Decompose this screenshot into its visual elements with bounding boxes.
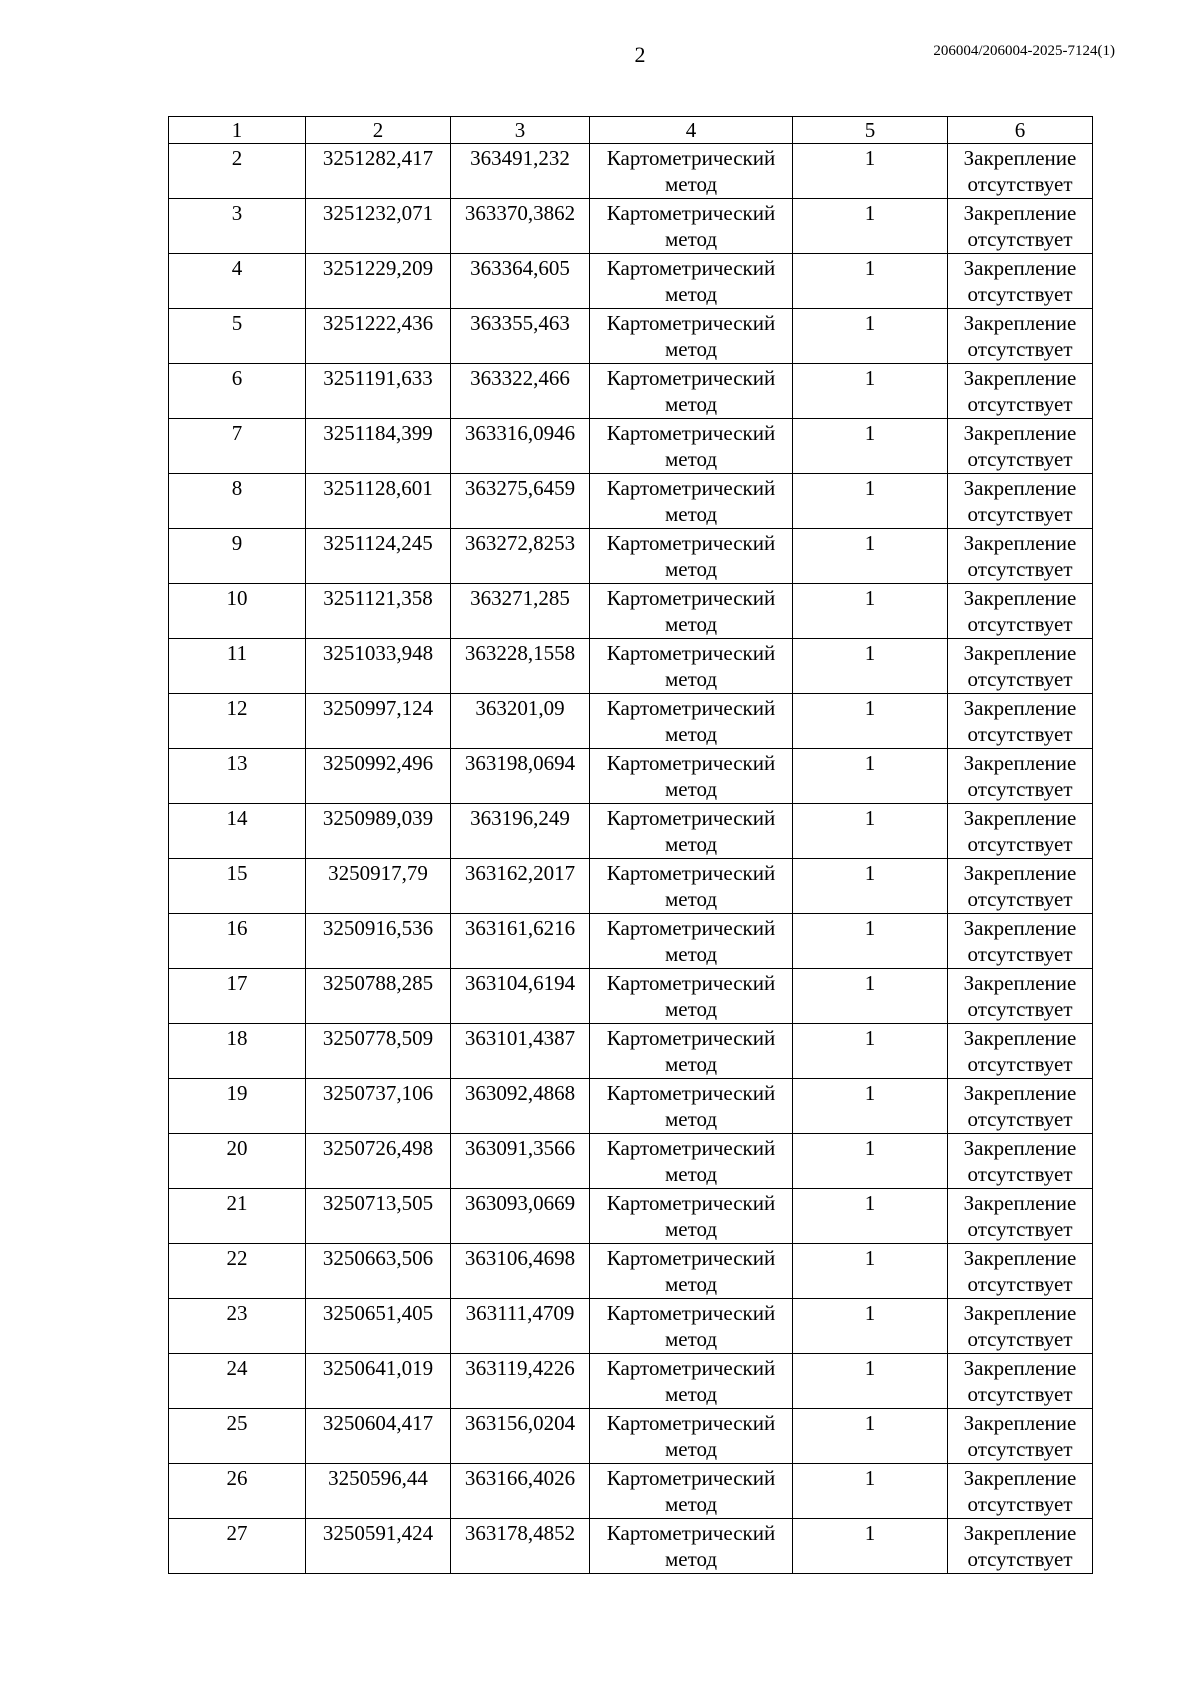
y-coordinate-cell: 363162,2017: [451, 859, 590, 914]
fixation-line-1: Закрепление: [963, 1246, 1077, 1270]
fixation-line-2: отсутствует: [967, 722, 1073, 746]
x-coordinate-cell: 3250663,506: [306, 1244, 451, 1299]
y-coordinate-cell: 363355,463: [451, 309, 590, 364]
fixation-cell: [948, 364, 1093, 419]
method-line-1: Картометрический: [606, 1081, 776, 1105]
table-row: [169, 694, 1093, 749]
method-line-1: Картометрический: [606, 1301, 776, 1325]
table-row: [169, 804, 1093, 859]
point-number-cell: 27: [169, 1519, 306, 1574]
table-row: [169, 1134, 1093, 1189]
y-coordinate-cell: 363322,466: [451, 364, 590, 419]
method-line-2: метод: [664, 227, 718, 251]
method-line-1: Картометрический: [606, 641, 776, 665]
point-number-cell: 18: [169, 1024, 306, 1079]
method-line-1: Картометрический: [606, 256, 776, 280]
accuracy-cell: 1: [793, 1134, 948, 1189]
fixation-line-1: Закрепление: [963, 366, 1077, 390]
method-cell: [590, 639, 793, 694]
method-cell: [590, 859, 793, 914]
fixation-cell: [948, 804, 1093, 859]
fixation-line-2: отсутствует: [967, 227, 1073, 251]
x-coordinate-cell: 3250997,124: [306, 694, 451, 749]
fixation-cell: [948, 144, 1093, 199]
point-number-cell: 5: [169, 309, 306, 364]
table-row: [169, 1299, 1093, 1354]
x-coordinate-cell: 3251033,948: [306, 639, 451, 694]
x-coordinate-cell: 3250591,424: [306, 1519, 451, 1574]
y-coordinate-cell: 363178,4852: [451, 1519, 590, 1574]
method-line-2: метод: [664, 997, 718, 1021]
table-row: [169, 1354, 1093, 1409]
y-coordinate-cell: 363106,4698: [451, 1244, 590, 1299]
method-line-2: метод: [664, 1052, 718, 1076]
fixation-cell: [948, 1409, 1093, 1464]
fixation-line-2: отсутствует: [967, 997, 1073, 1021]
table-row: [169, 1079, 1093, 1134]
fixation-cell: [948, 969, 1093, 1024]
fixation-line-1: Закрепление: [963, 421, 1077, 445]
point-number-cell: 4: [169, 254, 306, 309]
fixation-line-1: Закрепление: [963, 751, 1077, 775]
page-number: 2: [634, 42, 646, 67]
method-cell: [590, 1519, 793, 1574]
x-coordinate-cell: 3250651,405: [306, 1299, 451, 1354]
document-id: 206004/206004-2025-7124(1): [933, 43, 1115, 59]
method-cell: [590, 474, 793, 529]
method-line-1: Картометрический: [606, 531, 776, 555]
table-row: [169, 254, 1093, 309]
method-cell: [590, 694, 793, 749]
method-line-1: Картометрический: [606, 696, 776, 720]
method-line-2: метод: [664, 1107, 718, 1131]
accuracy-cell: 1: [793, 1189, 948, 1244]
table-row: [169, 1189, 1093, 1244]
method-cell: [590, 254, 793, 309]
table-header: [169, 117, 1093, 144]
fixation-line-2: отсутствует: [967, 777, 1073, 801]
method-cell: [590, 584, 793, 639]
method-line-1: Картометрический: [606, 311, 776, 335]
method-line-2: метод: [664, 502, 718, 526]
method-cell: [590, 1464, 793, 1519]
fixation-cell: [948, 1189, 1093, 1244]
fixation-cell: [948, 419, 1093, 474]
method-line-1: Картометрический: [606, 366, 776, 390]
x-coordinate-cell: 3250713,505: [306, 1189, 451, 1244]
table-row: [169, 914, 1093, 969]
table-row: [169, 1024, 1093, 1079]
fixation-line-1: Закрепление: [963, 1411, 1077, 1435]
y-coordinate-cell: 363364,605: [451, 254, 590, 309]
header-row: [169, 117, 1093, 144]
fixation-line-2: отсутствует: [967, 1162, 1073, 1186]
method-line-1: Картометрический: [606, 1466, 776, 1490]
method-cell: [590, 309, 793, 364]
fixation-cell: [948, 1354, 1093, 1409]
method-cell: [590, 1024, 793, 1079]
fixation-line-1: Закрепление: [963, 311, 1077, 335]
fixation-line-1: Закрепление: [963, 1301, 1077, 1325]
point-number-cell: 21: [169, 1189, 306, 1244]
y-coordinate-cell: 363104,6194: [451, 969, 590, 1024]
x-coordinate-cell: 3250641,019: [306, 1354, 451, 1409]
fixation-line-1: Закрепление: [963, 971, 1077, 995]
method-line-1: Картометрический: [606, 1026, 776, 1050]
x-coordinate-cell: 3250778,509: [306, 1024, 451, 1079]
table-row: [169, 199, 1093, 254]
fixation-cell: [948, 584, 1093, 639]
table-row: [169, 584, 1093, 639]
fixation-cell: [948, 749, 1093, 804]
method-line-2: метод: [664, 667, 718, 691]
y-coordinate-cell: 363228,1558: [451, 639, 590, 694]
method-cell: [590, 1409, 793, 1464]
fixation-cell: [948, 529, 1093, 584]
accuracy-cell: 1: [793, 584, 948, 639]
fixation-line-2: отсутствует: [967, 337, 1073, 361]
fixation-line-1: Закрепление: [963, 1191, 1077, 1215]
method-line-1: Картометрический: [606, 1191, 776, 1215]
y-coordinate-cell: 363111,4709: [451, 1299, 590, 1354]
column-header-1: 1: [169, 117, 306, 144]
table-row: [169, 144, 1093, 199]
point-number-cell: 22: [169, 1244, 306, 1299]
method-line-2: метод: [664, 172, 718, 196]
fixation-line-2: отсутствует: [967, 557, 1073, 581]
fixation-line-1: Закрепление: [963, 476, 1077, 500]
accuracy-cell: 1: [793, 749, 948, 804]
x-coordinate-cell: 3251184,399: [306, 419, 451, 474]
y-coordinate-cell: 363101,4387: [451, 1024, 590, 1079]
fixation-line-1: Закрепление: [963, 1136, 1077, 1160]
fixation-cell: [948, 1134, 1093, 1189]
point-number-cell: 24: [169, 1354, 306, 1409]
method-line-2: метод: [664, 282, 718, 306]
y-coordinate-cell: 363370,3862: [451, 199, 590, 254]
table-row: [169, 639, 1093, 694]
point-number-cell: 19: [169, 1079, 306, 1134]
fixation-line-2: отсутствует: [967, 832, 1073, 856]
column-header-4: 4: [590, 117, 793, 144]
y-coordinate-cell: 363091,3566: [451, 1134, 590, 1189]
method-cell: [590, 1134, 793, 1189]
x-coordinate-cell: 3250788,285: [306, 969, 451, 1024]
x-coordinate-cell: 3250916,536: [306, 914, 451, 969]
method-line-2: метод: [664, 1492, 718, 1516]
accuracy-cell: 1: [793, 254, 948, 309]
table-row: [169, 1244, 1093, 1299]
method-line-2: метод: [664, 942, 718, 966]
column-header-6: 6: [948, 117, 1093, 144]
accuracy-cell: 1: [793, 914, 948, 969]
fixation-line-2: отсутствует: [967, 172, 1073, 196]
fixation-line-1: Закрепление: [963, 531, 1077, 555]
point-number-cell: 15: [169, 859, 306, 914]
x-coordinate-cell: 3250989,039: [306, 804, 451, 859]
accuracy-cell: 1: [793, 859, 948, 914]
accuracy-cell: 1: [793, 1354, 948, 1409]
accuracy-cell: 1: [793, 969, 948, 1024]
method-cell: [590, 749, 793, 804]
fixation-cell: [948, 694, 1093, 749]
fixation-cell: [948, 1244, 1093, 1299]
method-cell: [590, 1079, 793, 1134]
method-line-1: Картометрический: [606, 421, 776, 445]
table-row: [169, 529, 1093, 584]
y-coordinate-cell: 363272,8253: [451, 529, 590, 584]
accuracy-cell: 1: [793, 1244, 948, 1299]
fixation-line-2: отсутствует: [967, 392, 1073, 416]
fixation-line-1: Закрепление: [963, 696, 1077, 720]
fixation-cell: [948, 474, 1093, 529]
method-cell: [590, 364, 793, 419]
fixation-line-2: отсутствует: [967, 1272, 1073, 1296]
method-line-1: Картометрический: [606, 916, 776, 940]
fixation-cell: [948, 254, 1093, 309]
fixation-line-2: отсутствует: [967, 1327, 1073, 1351]
fixation-cell: [948, 1464, 1093, 1519]
method-line-2: метод: [664, 1272, 718, 1296]
fixation-line-2: отсутствует: [967, 1382, 1073, 1406]
method-line-2: метод: [664, 1327, 718, 1351]
x-coordinate-cell: 3251222,436: [306, 309, 451, 364]
table-row: [169, 969, 1093, 1024]
accuracy-cell: 1: [793, 639, 948, 694]
y-coordinate-cell: 363156,0204: [451, 1409, 590, 1464]
x-coordinate-cell: 3250604,417: [306, 1409, 451, 1464]
fixation-line-1: Закрепление: [963, 1081, 1077, 1105]
method-cell: [590, 419, 793, 474]
accuracy-cell: 1: [793, 1464, 948, 1519]
method-line-1: Картометрический: [606, 806, 776, 830]
x-coordinate-cell: 3251124,245: [306, 529, 451, 584]
fixation-line-2: отсутствует: [967, 667, 1073, 691]
method-line-1: Картометрический: [606, 146, 776, 170]
accuracy-cell: 1: [793, 419, 948, 474]
fixation-line-2: отсутствует: [967, 1492, 1073, 1516]
point-number-cell: 11: [169, 639, 306, 694]
accuracy-cell: 1: [793, 309, 948, 364]
y-coordinate-cell: 363491,232: [451, 144, 590, 199]
fixation-line-2: отсутствует: [967, 887, 1073, 911]
method-cell: [590, 1354, 793, 1409]
table-row: [169, 474, 1093, 529]
method-line-2: метод: [664, 612, 718, 636]
x-coordinate-cell: 3251121,358: [306, 584, 451, 639]
point-number-cell: 13: [169, 749, 306, 804]
table-row: [169, 1464, 1093, 1519]
x-coordinate-cell: 3251282,417: [306, 144, 451, 199]
fixation-cell: [948, 309, 1093, 364]
accuracy-cell: 1: [793, 694, 948, 749]
fixation-line-1: Закрепление: [963, 916, 1077, 940]
fixation-line-1: Закрепление: [963, 146, 1077, 170]
point-number-cell: 12: [169, 694, 306, 749]
y-coordinate-cell: 363201,09: [451, 694, 590, 749]
point-number-cell: 20: [169, 1134, 306, 1189]
y-coordinate-cell: 363198,0694: [451, 749, 590, 804]
table-row: [169, 364, 1093, 419]
fixation-line-2: отсутствует: [967, 1052, 1073, 1076]
fixation-line-2: отсутствует: [967, 282, 1073, 306]
method-line-2: метод: [664, 777, 718, 801]
method-line-2: метод: [664, 1547, 718, 1571]
column-header-5: 5: [793, 117, 948, 144]
method-line-2: метод: [664, 887, 718, 911]
y-coordinate-cell: 363161,6216: [451, 914, 590, 969]
x-coordinate-cell: 3251191,633: [306, 364, 451, 419]
method-line-1: Картометрический: [606, 751, 776, 775]
point-number-cell: 25: [169, 1409, 306, 1464]
table-row: [169, 309, 1093, 364]
y-coordinate-cell: 363271,285: [451, 584, 590, 639]
fixation-cell: [948, 639, 1093, 694]
method-cell: [590, 529, 793, 584]
point-number-cell: 16: [169, 914, 306, 969]
method-line-2: метод: [664, 1382, 718, 1406]
method-line-2: метод: [664, 722, 718, 746]
point-number-cell: 7: [169, 419, 306, 474]
point-number-cell: 14: [169, 804, 306, 859]
fixation-line-2: отсутствует: [967, 612, 1073, 636]
point-number-cell: 23: [169, 1299, 306, 1354]
table-row: [169, 749, 1093, 804]
method-cell: [590, 1189, 793, 1244]
method-cell: [590, 969, 793, 1024]
column-header-3: 3: [451, 117, 590, 144]
coordinates-table: [168, 116, 1093, 1574]
x-coordinate-cell: 3251128,601: [306, 474, 451, 529]
fixation-line-2: отсутствует: [967, 447, 1073, 471]
method-cell: [590, 914, 793, 969]
fixation-line-1: Закрепление: [963, 861, 1077, 885]
method-line-2: метод: [664, 557, 718, 581]
x-coordinate-cell: 3251232,071: [306, 199, 451, 254]
point-number-cell: 9: [169, 529, 306, 584]
y-coordinate-cell: 363092,4868: [451, 1079, 590, 1134]
accuracy-cell: 1: [793, 1299, 948, 1354]
point-number-cell: 6: [169, 364, 306, 419]
y-coordinate-cell: 363119,4226: [451, 1354, 590, 1409]
fixation-line-1: Закрепление: [963, 1521, 1077, 1545]
fixation-line-2: отсутствует: [967, 502, 1073, 526]
point-number-cell: 26: [169, 1464, 306, 1519]
x-coordinate-cell: 3250596,44: [306, 1464, 451, 1519]
method-line-2: метод: [664, 447, 718, 471]
table-row: [169, 859, 1093, 914]
y-coordinate-cell: 363093,0669: [451, 1189, 590, 1244]
fixation-cell: [948, 1024, 1093, 1079]
fixation-cell: [948, 914, 1093, 969]
accuracy-cell: 1: [793, 1079, 948, 1134]
fixation-line-2: отсутствует: [967, 942, 1073, 966]
fixation-line-1: Закрепление: [963, 641, 1077, 665]
method-line-1: Картометрический: [606, 1136, 776, 1160]
table-row: [169, 419, 1093, 474]
method-line-1: Картометрический: [606, 1411, 776, 1435]
y-coordinate-cell: 363196,249: [451, 804, 590, 859]
method-line-1: Картометрический: [606, 1356, 776, 1380]
fixation-line-1: Закрепление: [963, 201, 1077, 225]
fixation-line-1: Закрепление: [963, 1356, 1077, 1380]
fixation-cell: [948, 859, 1093, 914]
table-body: [169, 144, 1093, 1574]
point-number-cell: 3: [169, 199, 306, 254]
method-line-2: метод: [664, 392, 718, 416]
fixation-line-1: Закрепление: [963, 806, 1077, 830]
method-line-1: Картометрический: [606, 586, 776, 610]
column-header-2: 2: [306, 117, 451, 144]
accuracy-cell: 1: [793, 474, 948, 529]
fixation-cell: [948, 199, 1093, 254]
method-cell: [590, 199, 793, 254]
method-line-2: метод: [664, 337, 718, 361]
method-line-2: метод: [664, 1162, 718, 1186]
fixation-cell: [948, 1079, 1093, 1134]
fixation-line-2: отсутствует: [967, 1437, 1073, 1461]
fixation-cell: [948, 1519, 1093, 1574]
y-coordinate-cell: 363166,4026: [451, 1464, 590, 1519]
method-line-1: Картометрический: [606, 476, 776, 500]
point-number-cell: 2: [169, 144, 306, 199]
method-line-2: метод: [664, 832, 718, 856]
x-coordinate-cell: 3251229,209: [306, 254, 451, 309]
x-coordinate-cell: 3250726,498: [306, 1134, 451, 1189]
table-row: [169, 1519, 1093, 1574]
accuracy-cell: 1: [793, 199, 948, 254]
table-row: [169, 1409, 1093, 1464]
method-line-1: Картометрический: [606, 201, 776, 225]
accuracy-cell: 1: [793, 364, 948, 419]
fixation-line-2: отсутствует: [967, 1107, 1073, 1131]
fixation-line-1: Закрепление: [963, 256, 1077, 280]
method-cell: [590, 804, 793, 859]
accuracy-cell: 1: [793, 144, 948, 199]
method-line-1: Картометрический: [606, 1246, 776, 1270]
fixation-line-2: отсутствует: [967, 1217, 1073, 1241]
fixation-line-1: Закрепление: [963, 1026, 1077, 1050]
fixation-line-1: Закрепление: [963, 1466, 1077, 1490]
method-line-1: Картометрический: [606, 861, 776, 885]
accuracy-cell: 1: [793, 1024, 948, 1079]
y-coordinate-cell: 363316,0946: [451, 419, 590, 474]
fixation-cell: [948, 1299, 1093, 1354]
method-cell: [590, 1244, 793, 1299]
fixation-line-1: Закрепление: [963, 586, 1077, 610]
x-coordinate-cell: 3250917,79: [306, 859, 451, 914]
point-number-cell: 8: [169, 474, 306, 529]
x-coordinate-cell: 3250992,496: [306, 749, 451, 804]
method-line-1: Картометрический: [606, 971, 776, 995]
method-line-1: Картометрический: [606, 1521, 776, 1545]
method-cell: [590, 144, 793, 199]
y-coordinate-cell: 363275,6459: [451, 474, 590, 529]
method-cell: [590, 1299, 793, 1354]
x-coordinate-cell: 3250737,106: [306, 1079, 451, 1134]
point-number-cell: 17: [169, 969, 306, 1024]
point-number-cell: 10: [169, 584, 306, 639]
accuracy-cell: 1: [793, 1519, 948, 1574]
fixation-line-2: отсутствует: [967, 1547, 1073, 1571]
accuracy-cell: 1: [793, 1409, 948, 1464]
accuracy-cell: 1: [793, 529, 948, 584]
method-line-2: метод: [664, 1437, 718, 1461]
accuracy-cell: 1: [793, 804, 948, 859]
method-line-2: метод: [664, 1217, 718, 1241]
